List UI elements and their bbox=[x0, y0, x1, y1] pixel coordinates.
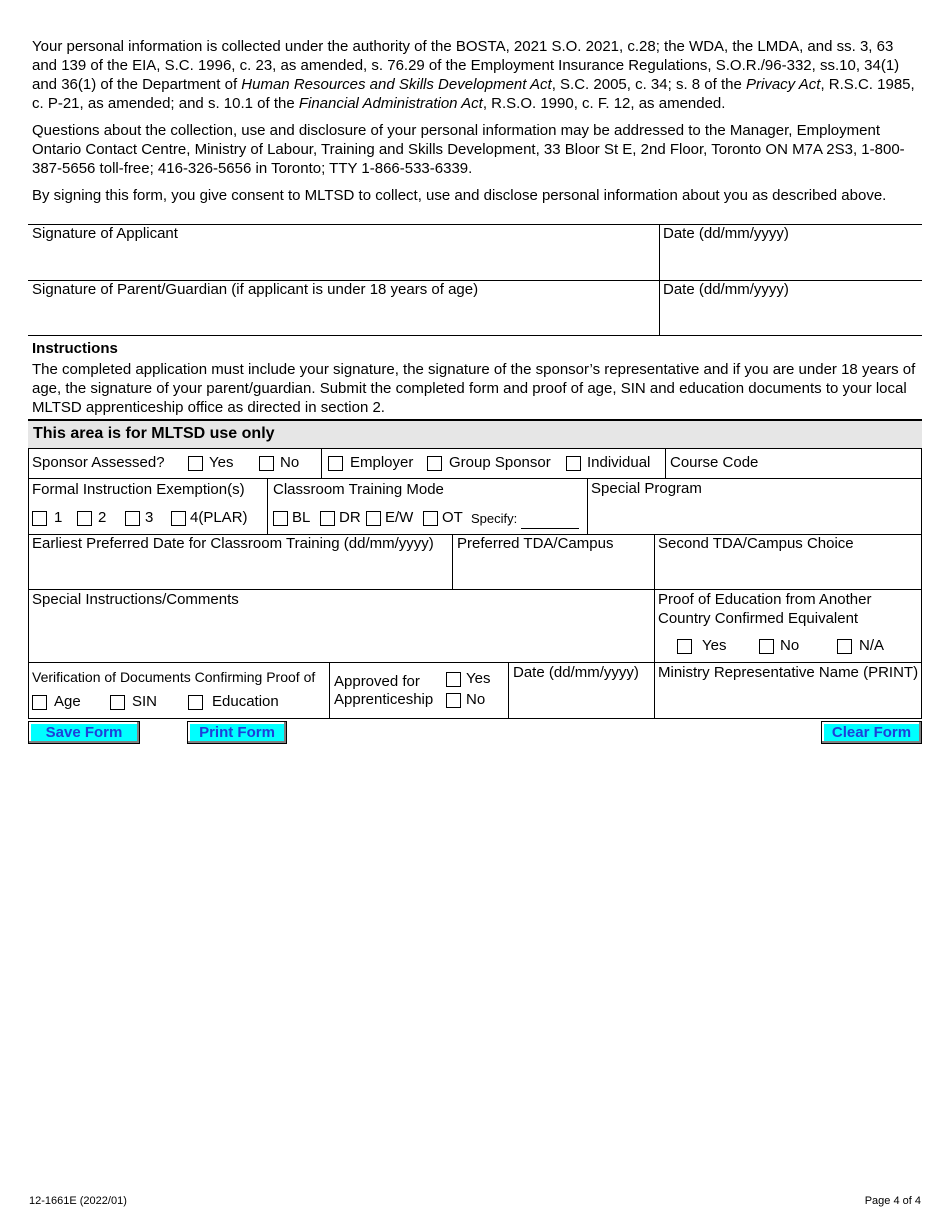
course-code-field[interactable]: Course Code bbox=[670, 454, 759, 471]
verify-sin-checkbox[interactable] bbox=[110, 695, 125, 710]
individual-label: Individual bbox=[587, 454, 651, 471]
sponsor-assessed-yes-checkbox[interactable] bbox=[188, 456, 203, 471]
verify-education-label: Education bbox=[212, 693, 279, 710]
approval-date-field[interactable]: Date (dd/mm/yyyy) bbox=[513, 664, 639, 681]
approved-yes-label: Yes bbox=[466, 670, 491, 687]
approved-label-line2: Apprenticeship bbox=[334, 691, 434, 708]
mode-ew-label: E/W bbox=[385, 509, 414, 526]
ministry-header: This area is for MLTSD use only bbox=[33, 425, 275, 442]
proof-education-label-line2: Country Confirmed Equivalent bbox=[658, 610, 859, 627]
sponsor-assessed-no-checkbox[interactable] bbox=[259, 456, 274, 471]
formal-exemption-label: Formal Instruction Exemption(s) bbox=[32, 481, 245, 498]
mode-ot-label: OT bbox=[442, 509, 463, 526]
mode-ot-checkbox[interactable] bbox=[423, 511, 438, 526]
verify-age-checkbox[interactable] bbox=[32, 695, 47, 710]
instructions-title: Instructions bbox=[32, 340, 118, 357]
proof-education-yes-checkbox[interactable] bbox=[677, 639, 692, 654]
print-form-button[interactable]: Print Form bbox=[187, 721, 287, 744]
exemption-2-label: 2 bbox=[98, 509, 107, 526]
sponsor-assessed-yes-label: Yes bbox=[209, 454, 234, 471]
form-number: 12-1661E (2022/01) bbox=[29, 1195, 127, 1207]
exemption-4-plar-checkbox[interactable] bbox=[171, 511, 186, 526]
classroom-mode-label: Classroom Training Mode bbox=[273, 481, 444, 498]
privacy-paragraph-consent: By signing this form, you give consent to MLTSD to collect, use and disclose personal information about you as described above. bbox=[32, 187, 887, 204]
exemption-2-checkbox[interactable] bbox=[77, 511, 92, 526]
specify-input[interactable] bbox=[521, 528, 579, 529]
verify-age-label: Age bbox=[54, 693, 81, 710]
individual-checkbox[interactable] bbox=[566, 456, 581, 471]
save-form-button[interactable]: Save Form bbox=[28, 721, 140, 744]
employer-checkbox[interactable] bbox=[328, 456, 343, 471]
mode-bl-checkbox[interactable] bbox=[273, 511, 288, 526]
instructions-text: The completed application must include your signature, the signature of the sponsor’s representative and if you are under 18 years of age, the signature of your parent/guardian. Submit the completed form and proof of age, SIN and education documents to your local MLTSD apprenticeship office as directed in section 2. bbox=[32, 361, 916, 416]
exemption-3-label: 3 bbox=[145, 509, 154, 526]
proof-education-label-line1: Proof of Education from Another bbox=[658, 591, 872, 608]
privacy-paragraph-authority: Your personal information is collected under the authority of the BOSTA, 2021 S.O. 2021, c.28; the WDA, the LMDA, and ss. 3, 63 and 139 of the EIA, S.C. 1996, c. 23, as amended, s. 76.29 of the Employment Insurance Regulations, S.O.R./96-332, ss.10, 34(1) and 36(1) of the Department of Human Resources and Skills Development Act, S.C. 2005, c. 34; s. 8 of the Privacy Act, R.S.C. 1985, c. P-21, as amended; and s. 10.1 of the Financial Administration Act, R.S.O. 1990, c. F. 12, as amended. bbox=[32, 38, 915, 112]
verification-label: Verification of Documents Confirming Proof of bbox=[32, 669, 316, 685]
approved-label-line1: Approved for bbox=[334, 673, 420, 690]
approved-no-label: No bbox=[466, 691, 486, 708]
exemption-3-checkbox[interactable] bbox=[125, 511, 140, 526]
proof-education-na-label: N/A bbox=[859, 637, 885, 654]
page-number: Page 4 of 4 bbox=[864, 1195, 921, 1207]
mode-bl-label: BL bbox=[292, 509, 311, 526]
special-instructions-field[interactable]: Special Instructions/Comments bbox=[32, 591, 239, 608]
group-sponsor-label: Group Sponsor bbox=[449, 454, 551, 471]
specify-label: Specify: bbox=[471, 511, 518, 526]
guardian-signature-field[interactable]: Signature of Parent/Guardian (if applicant is under 18 years of age) bbox=[32, 281, 479, 298]
sponsor-assessed-label: Sponsor Assessed? bbox=[32, 454, 165, 471]
exemption-1-label: 1 bbox=[54, 509, 63, 526]
clear-form-button[interactable]: Clear Form bbox=[821, 721, 922, 744]
privacy-paragraph-contact: Questions about the collection, use and disclosure of your personal information may be addressed to the Manager, Employment Ontario Contact Centre, Ministry of Labour, Training and Skills Development, 33 Bloor St E, 2nd Floor, Toronto ON M7A 2S3, 1-800-387-5656 toll-free; 416-326-5656 in Toronto; TTY 1-866-533-6339. bbox=[32, 122, 905, 177]
proof-education-na-checkbox[interactable] bbox=[837, 639, 852, 654]
approved-no-checkbox[interactable] bbox=[446, 693, 461, 708]
exemption-4-plar-label: 4(PLAR) bbox=[190, 509, 248, 526]
proof-education-yes-label: Yes bbox=[702, 637, 727, 654]
special-program-field[interactable]: Special Program bbox=[591, 480, 702, 497]
guardian-date-field[interactable]: Date (dd/mm/yyyy) bbox=[663, 281, 789, 298]
sponsor-assessed-no-label: No bbox=[280, 454, 300, 471]
proof-education-no-label: No bbox=[780, 637, 800, 654]
mode-ew-checkbox[interactable] bbox=[366, 511, 381, 526]
second-tda-field[interactable]: Second TDA/Campus Choice bbox=[658, 535, 854, 552]
mode-dr-checkbox[interactable] bbox=[320, 511, 335, 526]
exemption-1-checkbox[interactable] bbox=[32, 511, 47, 526]
ministry-rep-name-field[interactable]: Ministry Representative Name (PRINT) bbox=[658, 664, 919, 681]
applicant-signature-field[interactable]: Signature of Applicant bbox=[32, 225, 178, 242]
earliest-date-field[interactable]: Earliest Preferred Date for Classroom Training (dd/mm/yyyy) bbox=[32, 535, 434, 552]
approved-yes-checkbox[interactable] bbox=[446, 672, 461, 687]
applicant-date-field[interactable]: Date (dd/mm/yyyy) bbox=[663, 225, 789, 242]
proof-education-no-checkbox[interactable] bbox=[759, 639, 774, 654]
preferred-tda-field[interactable]: Preferred TDA/Campus bbox=[457, 535, 614, 552]
verify-education-checkbox[interactable] bbox=[188, 695, 203, 710]
mode-dr-label: DR bbox=[339, 509, 361, 526]
employer-label: Employer bbox=[350, 454, 414, 471]
verify-sin-label: SIN bbox=[132, 693, 158, 710]
group-sponsor-checkbox[interactable] bbox=[427, 456, 442, 471]
